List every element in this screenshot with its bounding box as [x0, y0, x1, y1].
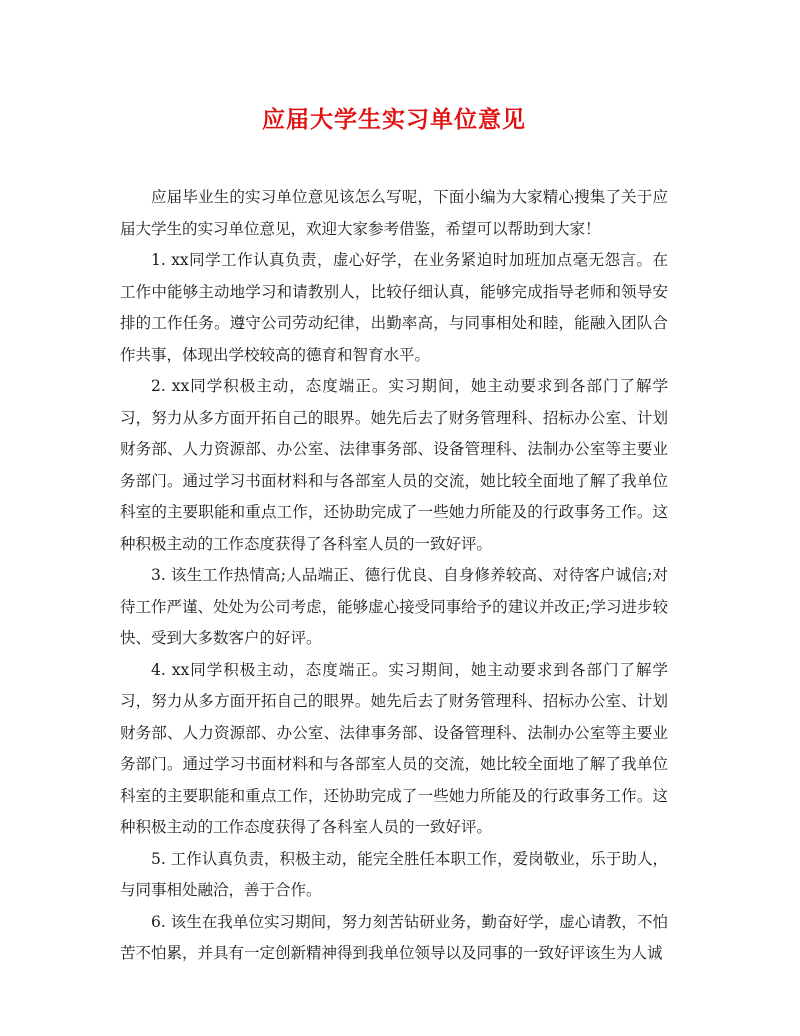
paragraph-item-4: 4. xx同学积极主动，态度端正。实习期间，她主动要求到各部门了解学习，努力从多方面开拓自己的眼界。她先后去了财务管理科、招标办公室、计划财务部、人力资源部、办公室、法律事务部、设备管理科、法制办公室等主要业务部门。通过学习书面材料和与各部室人员的交流，她比较全面地了解了我单位科室的主要职能和重点工作，还协助完成了一些她力所能及的行政事务工作。这种积极主动的工作态度获得了各科室人员的一致好评。	[120, 660, 668, 836]
paragraph-item-2: 2. xx同学积极主动，态度端正。实习期间，她主动要求到各部门了解学习，努力从多方面开拓自己的眼界。她先后去了财务管理科、招标办公室、计划财务部、人力资源部、办公室、法律事务部、设备管理科、法制办公室等主要业务部门。通过学习书面材料和与各部室人员的交流，她比较全面地了解了我单位科室的主要职能和重点工作，还协助完成了一些她力所能及的行政事务工作。这种积极主动的工作态度获得了各科室人员的一致好评。	[120, 377, 668, 553]
paragraph-item-6: 6. 该生在我单位实习期间，努力刻苦钻研业务，勤奋好学，虚心请教，不怕苦不怕累，并具有一定创新精神得到我单位领导以及同事的一致好评该生为人诚	[120, 912, 668, 962]
paragraph-item-1: 1. xx同学工作认真负责，虚心好学，在业务紧迫时加班加点毫无怨言。在工作中能够主动地学习和请教别人，比较仔细认真，能够完成指导老师和领导安排的工作任务。遵守公司劳动纪律，出勤率高，与同事相处和睦，能融入团队合作共事，体现出学校较高的德育和智育水平。	[120, 251, 668, 364]
document-page	[120, 0, 668, 970]
paragraph-intro: 应届毕业生的实习单位意见该怎么写呢，下面小编为大家精心搜集了关于应届大学生的实习单位意见，欢迎大家参考借鉴，希望可以帮助到大家！	[120, 188, 668, 238]
paragraph-item-3: 3. 该生工作热情高;人品端正、德行优良、自身修养较高、对待客户诚信;对待工作严谨、处处为公司考虑，能够虚心接受同事给予的建议并改正;学习进步较快、受到大多数客户的好评。	[120, 566, 668, 647]
document-body	[120, 182, 668, 970]
document-title: 应届大学生实习单位意见	[262, 106, 526, 133]
paragraph-item-5: 5. 工作认真负责，积极主动，能完全胜任本职工作，爱岗敬业，乐于助人，与同事相处融洽，善于合作。	[120, 849, 668, 899]
